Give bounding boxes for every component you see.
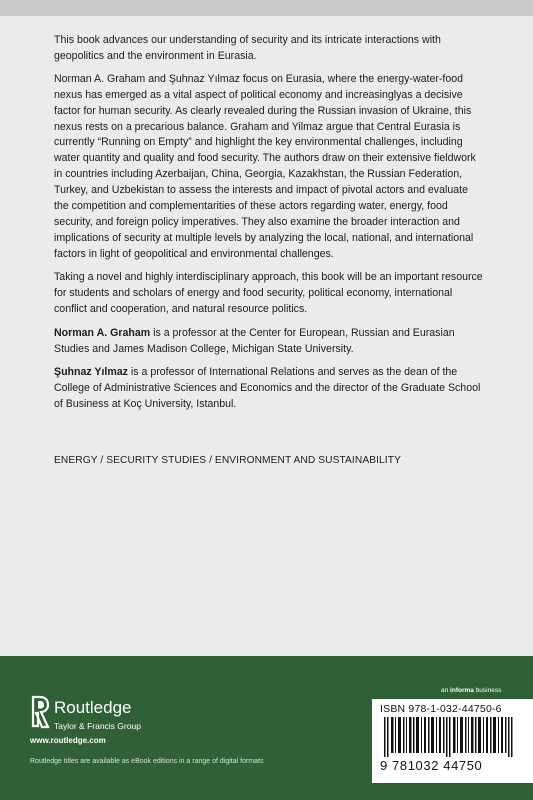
subject-categories: ENERGY / SECURITY STUDIES / ENVIRONMENT AND SUSTAINABILITY [54, 455, 401, 466]
informa-prefix: an [441, 687, 451, 694]
blurb-paragraph-3: Taking a novel and highly interdisciplinary approach, this book will be an important resource for students and scholars of energy and food security, political economy, international conflict and cooperation, and natural resource politics. [54, 270, 483, 315]
informa-suffix: business [473, 687, 502, 694]
author-bio-text-2: is a professor of International Relations and serves as the dean of the College of Administrative Sciences and Economics and the director of the Graduate School of Business at Koç University, Istanbul. [54, 366, 481, 411]
publisher-url[interactable]: www.routledge.com [30, 736, 106, 745]
isbn-label: ISBN 978-1-032-44750-6 [380, 703, 502, 715]
author-bio-2 [54, 365, 484, 413]
publisher-group: Taylor & Francis Group [54, 721, 141, 731]
routledge-logo-icon [30, 695, 50, 729]
author-name-2: Şuhnaz Yılmaz [54, 366, 128, 379]
informa-business [441, 687, 501, 694]
publisher-name: Routledge [54, 698, 132, 717]
barcode-digits: 9 781032 44750 [380, 758, 483, 773]
author-name-1: Norman A. Graham [54, 327, 151, 340]
blurb [54, 33, 484, 420]
top-strip [0, 0, 533, 16]
informa-name: informa [450, 687, 474, 694]
blurb-paragraph-1: This book advances our understanding of security and its intricate interactions with geopolitics and the environment in Eurasia. [54, 34, 441, 62]
ebook-note: Routledge titles are available as eBook editions in a range of digital formats [30, 758, 264, 765]
author-bio-text-1: is a professor at the Center for European, Russian and Eurasian Studies and James Madison College, Michigan State University. [54, 327, 455, 356]
barcode-icon [380, 717, 526, 757]
author-bio-1 [54, 326, 484, 358]
blurb-paragraph-2: Norman A. Graham and Şuhnaz Yılmaz focus on Eurasia, where the energy-water-food nexus has emerged as a vital aspect of political economy and increasinglyas a decisive factor for human security. As clearly revealed during the Russian invasion of Ukraine, this nexus rests on a precarious balance. Graham and Yilmaz argue that Central Eurasia is currently “Running on Empty” and highlight the key environmental challenges, including water quantity and quality and food security. The authors draw on their extensive fieldwork in countries including Azerbaijan, China, Georgia, Kazakhstan, the Russian Federation, Turkey, and Uzbekistan to assess the interests and impact of pivotal actors and evaluate the competition and complementarities of these actors regarding water, energy, food security, and foreign policy imperatives. They also examine the broader interaction and implications of security at multiple levels by analyzing the local, national, and international factors in light of geopolitical and environmental challenges. [54, 72, 476, 260]
isbn-barcode-panel [372, 699, 533, 783]
